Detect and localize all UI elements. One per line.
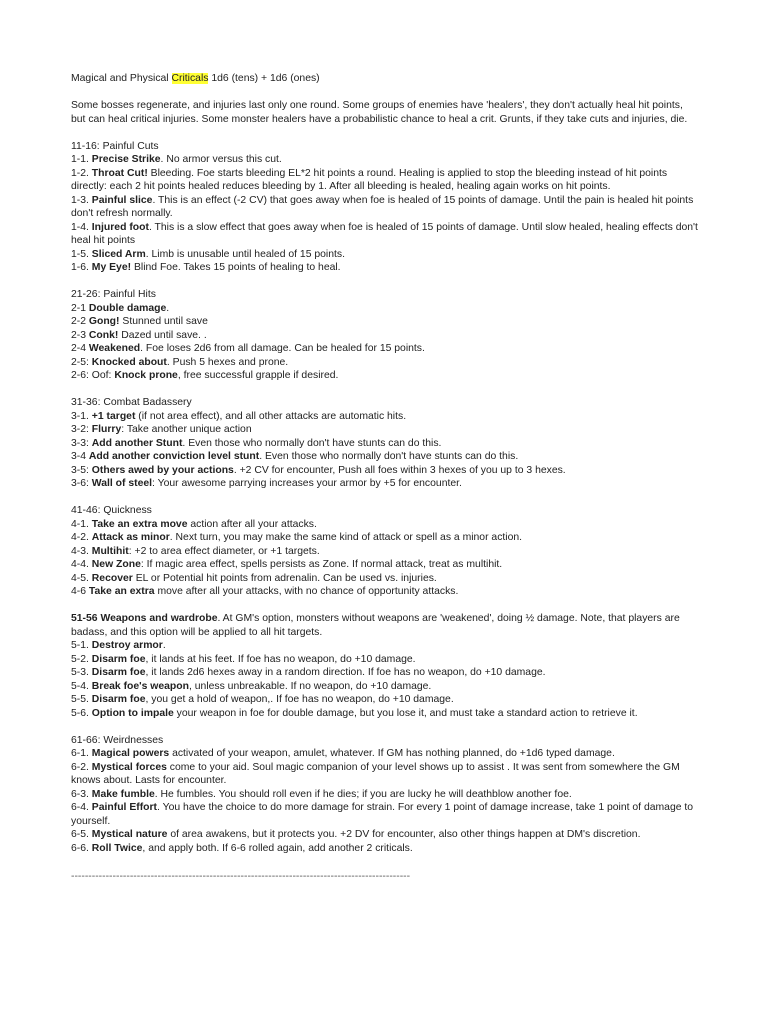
item-number: 5-4. [71,680,92,692]
item-number: 1-2. [71,167,92,179]
item-number: 6-5. [71,829,92,840]
item-number: 1-1. [71,154,92,165]
item-term: Knocked about [91,356,167,368]
item-term: Disarm foe [91,653,146,665]
item-number: 4-4. [71,559,92,570]
item-text: , and apply both. If 6-6 rolled again, add another 2 criticals. [142,842,413,854]
list-item [71,707,699,721]
item-text: . Even those who normally don't have stunts can do this. [182,437,442,449]
item-text: . This is a slow effect that goes away when foe is healed of 15 points of damage. Until slow healed, healing effects don't heal hit points [71,221,698,246]
list-item [71,680,699,694]
list-item [71,153,699,167]
item-text: move after all your attacks, with no chance of opportunity attacks. [154,586,459,597]
item-number: 2-5: [71,356,92,368]
item-number: 3-2: [71,424,92,435]
item-term: Knock prone [114,370,178,381]
item-text: Stunned until save [119,316,208,327]
item-number: 5-6. [71,707,92,719]
item-term: My Eye! [91,262,132,273]
item-term: Weakened [88,343,141,354]
section-heading: 31-36: Combat Badassery [71,397,192,408]
item-term: Sliced Arm [91,248,146,260]
section-heading [71,612,699,639]
item-term: Mystical nature [91,829,168,840]
item-number: 4-5. [71,572,92,584]
item-number: 2-2 [71,316,89,327]
item-number: 6-1. [71,748,92,759]
item-text: . Foe loses 2d6 from all damage. Can be healed for 15 points. [140,343,425,354]
item-text: : If magic area effect, spells persists as Zone. If normal attack, treat as multihit. [140,559,503,570]
list-item [71,666,699,680]
item-term: Take an extra move [91,518,188,530]
list-item [71,477,699,491]
list-item [71,437,699,451]
document-page [71,72,699,883]
list-item [71,410,699,424]
item-text: : Your awesome parrying increases your armor by +5 for encounter. [152,478,462,489]
item-term: Double damage [88,302,167,314]
item-text: . No armor versus this cut. [160,154,282,165]
document-title [71,72,699,86]
item-number: 4-1. [71,518,92,530]
list-item [71,302,699,316]
list-item [71,747,699,761]
item-number: 4-6 [71,586,89,597]
item-term: Make fumble [91,788,155,800]
list-item [71,639,699,653]
item-term: Throat Cut! [91,167,148,179]
item-number: 3-6: [71,478,92,489]
list-item [71,558,699,572]
item-number: 6-2. [71,761,92,773]
list-item [71,761,699,788]
section-heading: 41-46: Quickness [71,505,152,516]
item-text: . [166,302,170,314]
item-term: Destroy armor [91,640,163,651]
item-term: Take an extra [88,586,155,597]
item-text: of area awakens, but it protects you. +2 DV for encounter, also other things happen at DM's discretion. [167,829,641,840]
item-term: +1 target [91,410,136,422]
item-term: Mystical forces [91,761,167,773]
item-number: 2-4 [71,343,89,354]
list-item [71,450,699,464]
item-term: Add another conviction level stunt [88,451,260,462]
list-item [71,329,699,343]
item-term: Break foe's weapon [91,680,189,692]
item-term: Disarm foe [91,667,146,678]
item-text: . Even those who normally don't have stunts can do this. [259,451,519,462]
item-term: Flurry [91,424,122,435]
item-number: 1-6. [71,262,92,273]
item-text: Dazed until save. . [118,329,207,341]
section-heading: 21-26: Painful Hits [71,289,156,300]
item-number: 5-5. [71,694,92,705]
list-item [71,261,699,275]
list-item [71,788,699,802]
list-item [71,167,699,194]
item-term: Gong! [88,316,120,327]
item-term: Wall of steel [91,478,153,489]
item-text: action after all your attacks. [187,518,317,530]
item-text: Bleeding. Foe starts bleeding EL*2 hit points a round. Healing is applied to stop the bleeding instead of hit points directly: each 2 hit points healed reduces bleeding by 1. After all bleeding is healed, healing again works on hit points. [71,167,668,192]
list-item [71,423,699,437]
item-term: Multihit [91,545,129,557]
item-text: Blind Foe. Takes 15 points of healing to heal. [131,262,341,273]
item-text: (if not area effect), and all other attacks are automatic hits. [135,410,407,422]
item-number: 5-2. [71,653,92,665]
list-item [71,842,699,856]
item-text: . Next turn, you may make the same kind of attack or spell as a minor action. [169,532,523,543]
item-text: . +2 CV for encounter, Push all foes within 3 hexes of you up to 3 hexes. [233,464,566,476]
list-item [71,531,699,545]
title-prefix: Magical and Physical [71,73,172,84]
item-number: 3-3: [71,437,92,449]
list-item [71,464,699,478]
item-term: Precise Strike [91,154,161,165]
item-number: 6-4. [71,802,92,813]
list-item [71,194,699,221]
item-text: EL or Potential hit points from adrenalin. Can be used vs. injuries. [132,572,437,584]
item-number: 2-6: Oof: [71,370,115,381]
item-number: 3-4 [71,451,89,462]
item-number: 1-4. [71,221,92,233]
list-item [71,248,699,262]
item-text: , it lands 2d6 hexes away in a random direction. If foe has no weapon, do +10 damage. [145,667,546,678]
intro-paragraph: Some bosses regenerate, and injuries last only one round. Some groups of enemies have 'healers', they don't actually heal hit points, but can heal critical injuries. Some monster healers have a probabilistic chance to heal a crit. Grunts, if they take cuts and injuries, die. [71,100,688,125]
horizontal-divider: -------------------------------------------------------------------------------------------------- [71,870,411,882]
item-term: Option to impale [91,707,174,719]
item-text: , you get a hold of weapon,. If foe has no weapon, do +10 damage. [145,694,454,705]
item-term: Attack as minor [91,532,170,543]
item-term: Recover [91,572,133,584]
section-heading-text: . At GM's option, monsters without weapons are 'weakened', doing ½ damage. Note, that players are badass, and this option will be applied to all hit targets. [71,613,680,638]
item-term: Magical powers [91,748,170,759]
item-text: . Push 5 hexes and prone. [166,356,289,368]
item-term: Roll Twice [91,842,143,854]
section-heading: 11-16: Painful Cuts [71,140,159,152]
item-number: 5-3. [71,667,92,678]
item-term: Painful slice [91,194,153,206]
title-highlight: Criticals [171,73,209,84]
item-number: 4-3. [71,545,92,557]
list-item [71,828,699,842]
list-item [71,221,699,248]
item-term: Injured foot [91,221,149,233]
item-term: Conk! [88,329,119,341]
item-number: 1-3. [71,194,92,206]
item-text: . Limb is unusable until healed of 15 points. [145,248,345,260]
list-item [71,572,699,586]
item-number: 6-3. [71,788,92,800]
item-text: . This is an effect (-2 CV) that goes away when foe is healed of 15 points of damage. Until the pain is healed hit points don't refresh normally. [71,194,694,219]
list-item [71,653,699,667]
item-text: . [162,640,166,651]
item-text: your weapon in foe for double damage, but you lose it, and must take a standard action to retrieve it. [173,707,638,719]
item-text: : +2 to area effect diameter, or +1 targets. [128,545,320,557]
list-item [71,585,699,599]
item-number: 3-5: [71,464,92,476]
list-item [71,518,699,532]
item-number: 1-5. [71,248,92,260]
item-text: . He fumbles. You should roll even if he dies; if you are lucky he will deathblow another foe. [154,788,572,800]
item-text: activated of your weapon, amulet, whatever. If GM has nothing planned, do +1d6 typed damage. [169,748,615,759]
item-number: 3-1. [71,410,92,422]
item-term: Add another Stunt [91,437,183,449]
list-item [71,342,699,356]
item-term: Disarm foe [91,694,146,705]
item-number: 4-2. [71,532,92,543]
list-item [71,369,699,383]
item-number: 2-3 [71,329,89,341]
item-text: . You have the choice to do more damage for strain. For every 1 point of damage increase, take 1 point of damage to yourself. [71,802,694,827]
list-item [71,315,699,329]
item-text: : Take another unique action [121,424,252,435]
item-number: 2-1 [71,302,89,314]
list-item [71,545,699,559]
item-term: New Zone [91,559,141,570]
item-term: Others awed by your actions [91,464,234,476]
title-suffix: 1d6 (tens) + 1d6 (ones) [208,73,320,84]
item-text: come to your aid. Soul magic companion of your level shows up to assist . It was sent from somewhere the GM knows about. Lasts for encounter. [71,761,680,786]
item-text: , free successful grapple if desired. [177,370,339,381]
section-heading-term: 51-56 Weapons and wardrobe [71,613,218,624]
item-number: 5-1. [71,640,92,651]
list-item [71,356,699,370]
item-text: , it lands at his feet. If foe has no weapon, do +10 damage. [145,653,416,665]
list-item [71,801,699,828]
list-item [71,693,699,707]
item-term: Painful Effort [91,802,158,813]
item-number: 6-6. [71,842,92,854]
section-heading: 61-66: Weirdnesses [71,734,164,746]
item-text: , unless unbreakable. If no weapon, do +10 damage. [188,680,432,692]
